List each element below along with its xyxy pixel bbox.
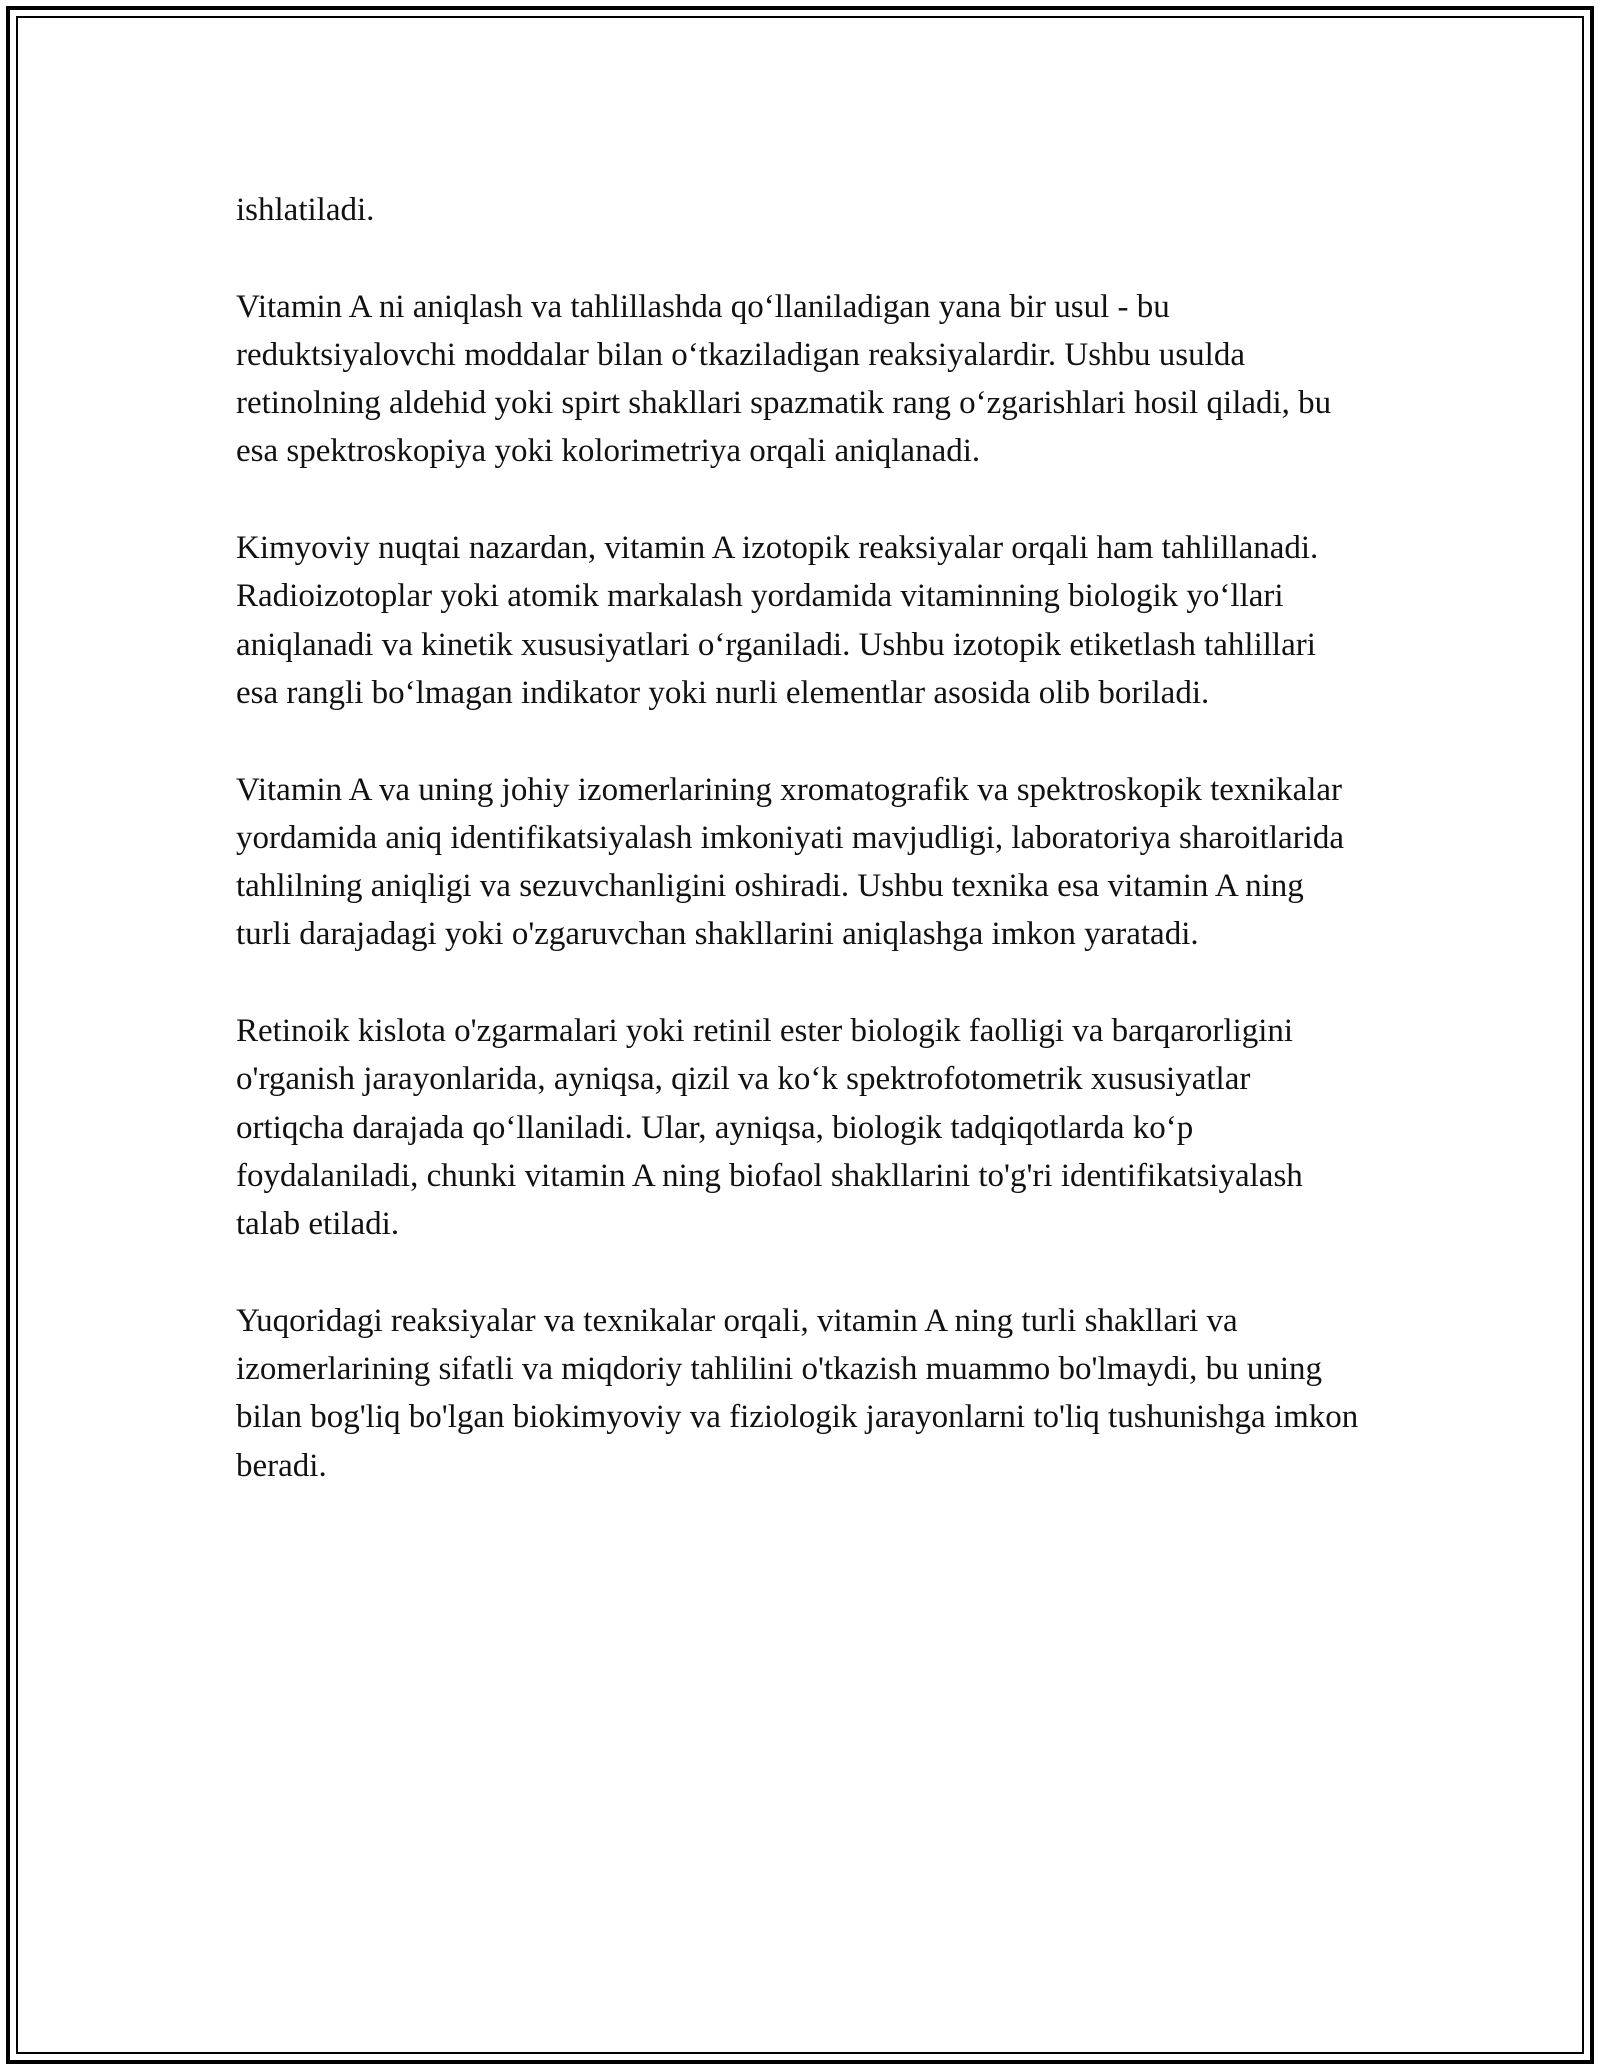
paragraph-isotopic-reactions: Kimyoviy nuqtai nazardan, vitamin A izotopik reaksiyalar orqali ham tahlillanadi. Radioizotoplar yoki atomik markalash yordamida vitaminning biologik yo‘llari aniqlanadi va kinetik xususiyatlari o‘rganiladi. Ushbu izotopik etiketlash tahlillari esa rangli bo‘lmagan indikator yoki nurli elementlar asosida olib boriladi. xyxy=(236,530,1319,711)
document-body xyxy=(236,186,1366,1538)
paragraph-continuation: ishlatiladi. xyxy=(236,192,375,228)
paragraph-chromatographic-techniques: Vitamin A va uning johiy izomerlarining xromatografik va spektroskopik texnikalar yordamida aniq identifikatsiyalash imkoniyati mavjudligi, laboratoriya sharoitlarida tahlilning aniqligi va sezuvchanligini oshiradi. Ushbu texnika esa vitamin A ning turli darajadagi yoki o'zgaruvchan shakllarini aniqlashga imkon yaratadi. xyxy=(236,771,1344,953)
paragraph-retinoic-acid: Retinoik kislota o'zgarmalari yoki retinil ester biologik faolligi va barqarorligini o'rganish jarayonlarida, ayniqsa, qizil va ko‘k spektrofotometrik xususiyatlar ortiqcha darajada qo‘llaniladi. Ular, ayniqsa, biologik tadqiqotlarda ko‘p foydalaniladi, chunki vitamin A ning biofaol shakllarini to'g'ri identifikatsiyalash talab etiladi. xyxy=(236,1013,1303,1243)
paragraph-conclusion: Yuqoridagi reaksiyalar va texnikalar orqali, vitamin A ning turli shakllari va izomerlarining sifatli va miqdoriy tahlilini o'tkazish muammo bo'lmaydi, bu uning bilan bog'liq bo'lgan biokimyoviy va fiziologik jarayonlarni to'liq tushunishga imkon beradi. xyxy=(236,1302,1359,1484)
paragraph-reduction-reactions: Vitamin A ni aniqlash va tahlillashda qo‘llaniladigan yana bir usul - bu reduktsiyalovchi moddalar bilan o‘tkaziladigan reaksiyalardir. Ushbu usulda retinolning aldehid yoki spirt shakllari spazmatik rang o‘zgarishlari hosil qiladi, bu esa spektroskopiya yoki kolorimetriya orqali aniqlanadi. xyxy=(236,288,1332,470)
